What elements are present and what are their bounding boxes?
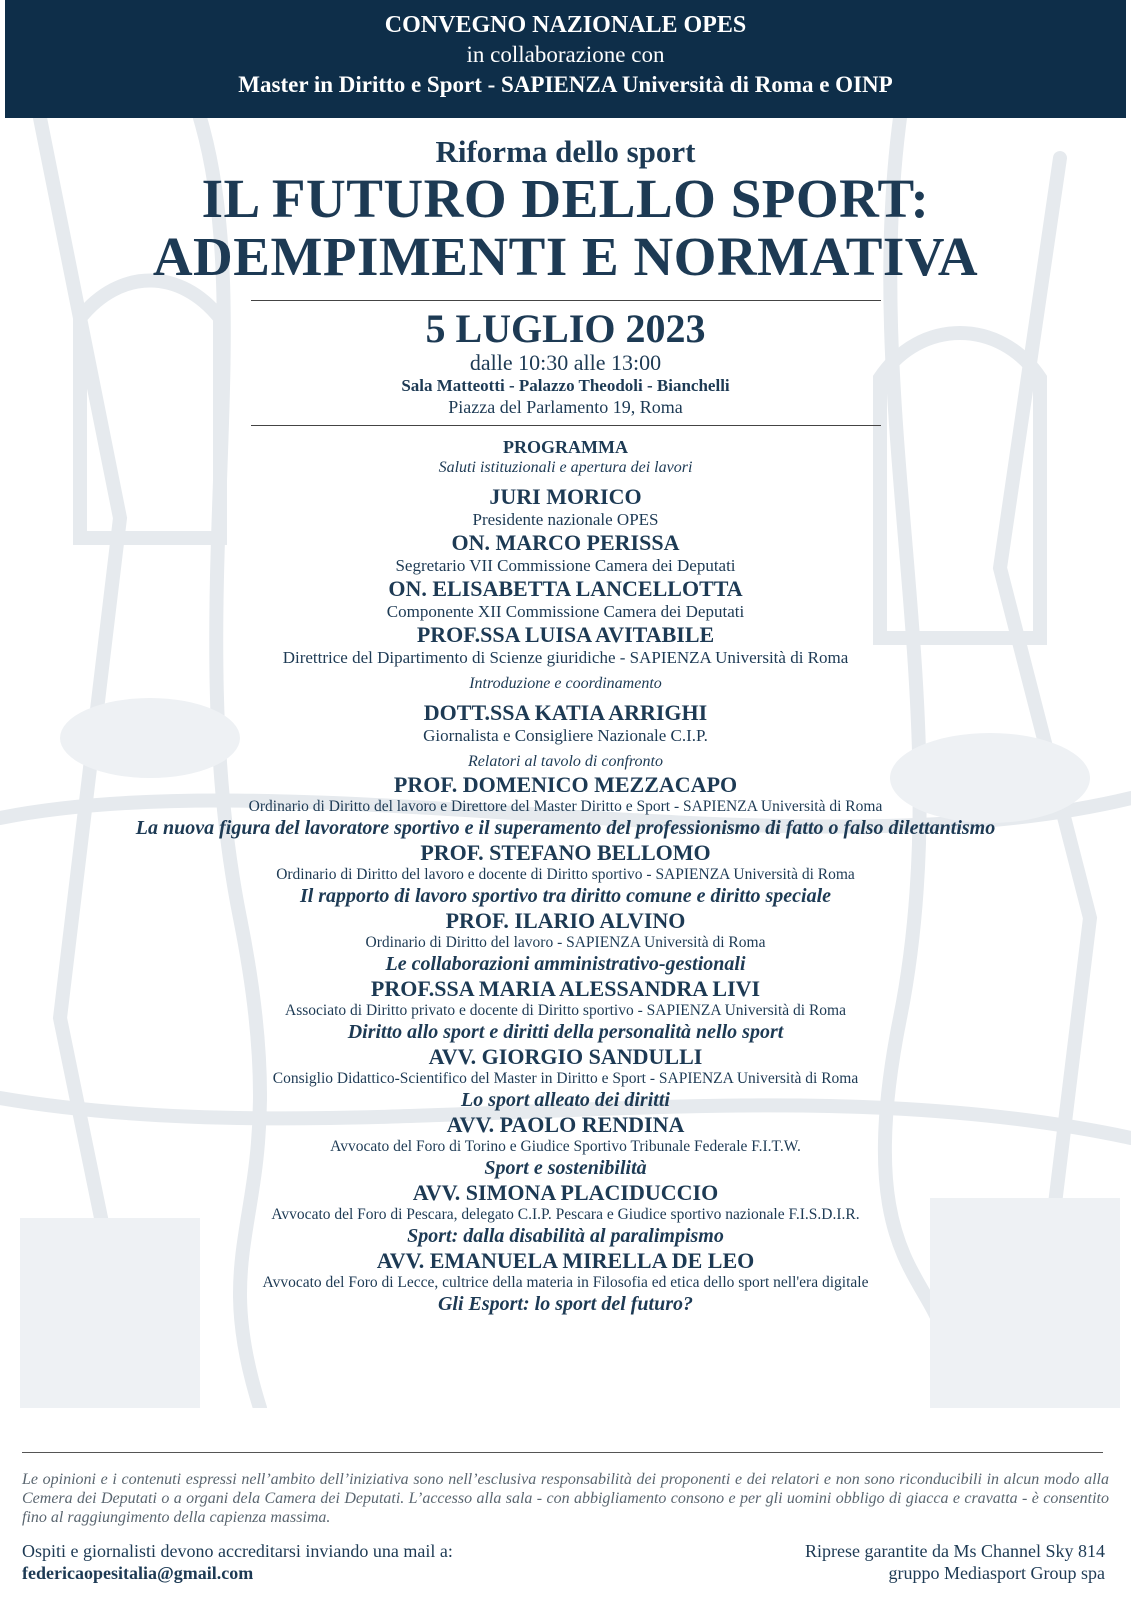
header-banner [5,0,1126,118]
event-title-line1: IL FUTURO DELLO SPORT: [201,168,930,229]
speaker-role: Ordinario di Diritto del lavoro e Direttore del Master Diritto e Sport - SAPIENZA Università di Roma [248,798,883,815]
speaker-name: AVV. GIORGIO SANDULLI [428,1044,703,1069]
speaker-role: Avvocato del Foro di Torino e Giudice Sportivo Tribunale Federale F.I.T.W. [330,1138,801,1155]
speaker-talk: Sport: dalla disabilità al paralimpismo [407,1225,724,1247]
speaker-talk: Sport e sostenibilità [484,1157,647,1179]
contact-block [22,1540,453,1584]
speaker-talk: Diritto allo sport e diritti della personalità nello sport [347,1021,784,1043]
credits-line1: Riprese garantite da Ms Channel Sky 814 [805,1541,1105,1561]
speaker-role: Ordinario di Diritto del lavoro - SAPIENZA Università di Roma [365,934,766,951]
speaker-talk: Lo sport alleato dei diritti [461,1089,670,1111]
contact-text: Ospiti e giornalisti devono accreditarsi inviando una mail a: [22,1541,453,1561]
greeter-role: Direttrice del Dipartimento di Scienze giuridiche - SAPIENZA Università di Roma [282,648,849,667]
event-time: dalle 10:30 alle 13:00 [469,350,662,375]
speaker-role: Ordinario di Diritto del lavoro e docente di Diritto sportivo - SAPIENZA Università di Roma [276,866,855,883]
opening-heading: Saluti istituzionali e apertura dei lavori [438,459,693,476]
speaker-talk: Le collaborazioni amministrativo-gestionali [385,953,746,975]
divider-top [251,300,881,301]
speakers-heading: Relatori al tavolo di confronto [468,753,663,770]
greeter-name: ON. MARCO PERISSA [451,530,680,555]
greeter-name: ON. ELISABETTA LANCELLOTTA [388,576,743,601]
header-collab: in collaborazione con [466,42,665,67]
speaker-role: Avvocato del Foro di Lecce, cultrice della materia in Filosofia ed etica dello sport nell'era digitale [262,1274,869,1291]
greeter-role: Componente XII Commissione Camera dei Deputati [386,602,745,621]
speaker-name: AVV. EMANUELA MIRELLA DE LEO [376,1248,755,1273]
header-title: CONVEGNO NAZIONALE OPES [384,12,747,38]
event-address: Piazza del Parlamento 19, Roma [448,397,683,417]
event-subtitle: Riforma dello sport [435,134,696,169]
greeter-name: JURI MORICO [489,484,642,509]
speaker-role: Associato di Diritto privato e docente di Diritto sportivo - SAPIENZA Università di Roma [285,1002,846,1019]
speaker-talk: La nuova figura del lavoratore sportivo e il superamento del professionismo di fatto o falso dilettantismo [135,817,996,839]
speaker-name: PROF. DOMENICO MEZZACAPO [393,772,738,797]
speaker-name: AVV. SIMONA PLACIDUCCIO [412,1180,719,1205]
speaker-talk: Il rapporto di lavoro sportivo tra diritto comune e diritto speciale [299,885,832,907]
program-heading: PROGRAMMA [503,437,628,457]
speaker-name: PROF.SSA MARIA ALESSANDRA LIVI [370,976,761,1001]
contact-email[interactable]: federicaopesitalia@gmail.com [22,1563,254,1583]
speaker-role: Avvocato del Foro di Pescara, delegato C.I.P. Pescara e Giudice sportivo nazionale F.I.S.D.I.R. [271,1206,860,1223]
event-date: 5 LUGLIO 2023 [425,306,706,351]
speaker-name: AVV. PAOLO RENDINA [446,1112,685,1137]
speaker-talk: Gli Esport: lo sport del futuro? [437,1293,694,1315]
credits-block [805,1540,1105,1584]
speaker-role: Consiglio Didattico-Scientifico del Master in Diritto e Sport - SAPIENZA Università di Roma [272,1070,859,1087]
moderator-name: DOTT.SSA KATIA ARRIGHI [423,700,708,725]
moderator-role: Giornalista e Consigliere Nazionale C.I.P. [423,726,708,745]
credits-line2: gruppo Mediasport Group spa [888,1563,1105,1583]
greeter-role: Presidente nazionale OPES [472,510,659,529]
speaker-name: PROF. ILARIO ALVINO [445,908,686,933]
greeter-name: PROF.SSA LUISA AVITABILE [416,622,715,647]
greeter-role: Segretario VII Commissione Camera dei Deputati [395,556,736,575]
main-content [0,118,1131,1316]
divider-bottom [251,425,881,426]
header-partners: Master in Diritto e Sport - SAPIENZA Università di Roma e OINP [238,72,893,97]
footer-divider [22,1452,1103,1453]
event-venue: Sala Matteotti - Palazzo Theodoli - Bianchelli [401,376,730,395]
event-title-line2: ADEMPIMENTI E NORMATIVA [152,226,979,287]
intro-heading: Introduzione e coordinamento [469,675,662,692]
disclaimer-text: Le opinioni e i contenuti espressi nell’ambito dell’iniziativa sono nell’esclusiva responsabilità dei proponenti e dei relatori e non sono riconducibili in alcun modo alla Cemera dei Deputati o a organi dela Camera dei Deputati. L’accesso alla sala - con abbigliamento consono e per gli uomini obbligo di giacca e cravatta - è consentito fino al raggiungimento della capienza massima. [22,1471,1109,1526]
speaker-name: PROF. STEFANO BELLOMO [420,840,711,865]
